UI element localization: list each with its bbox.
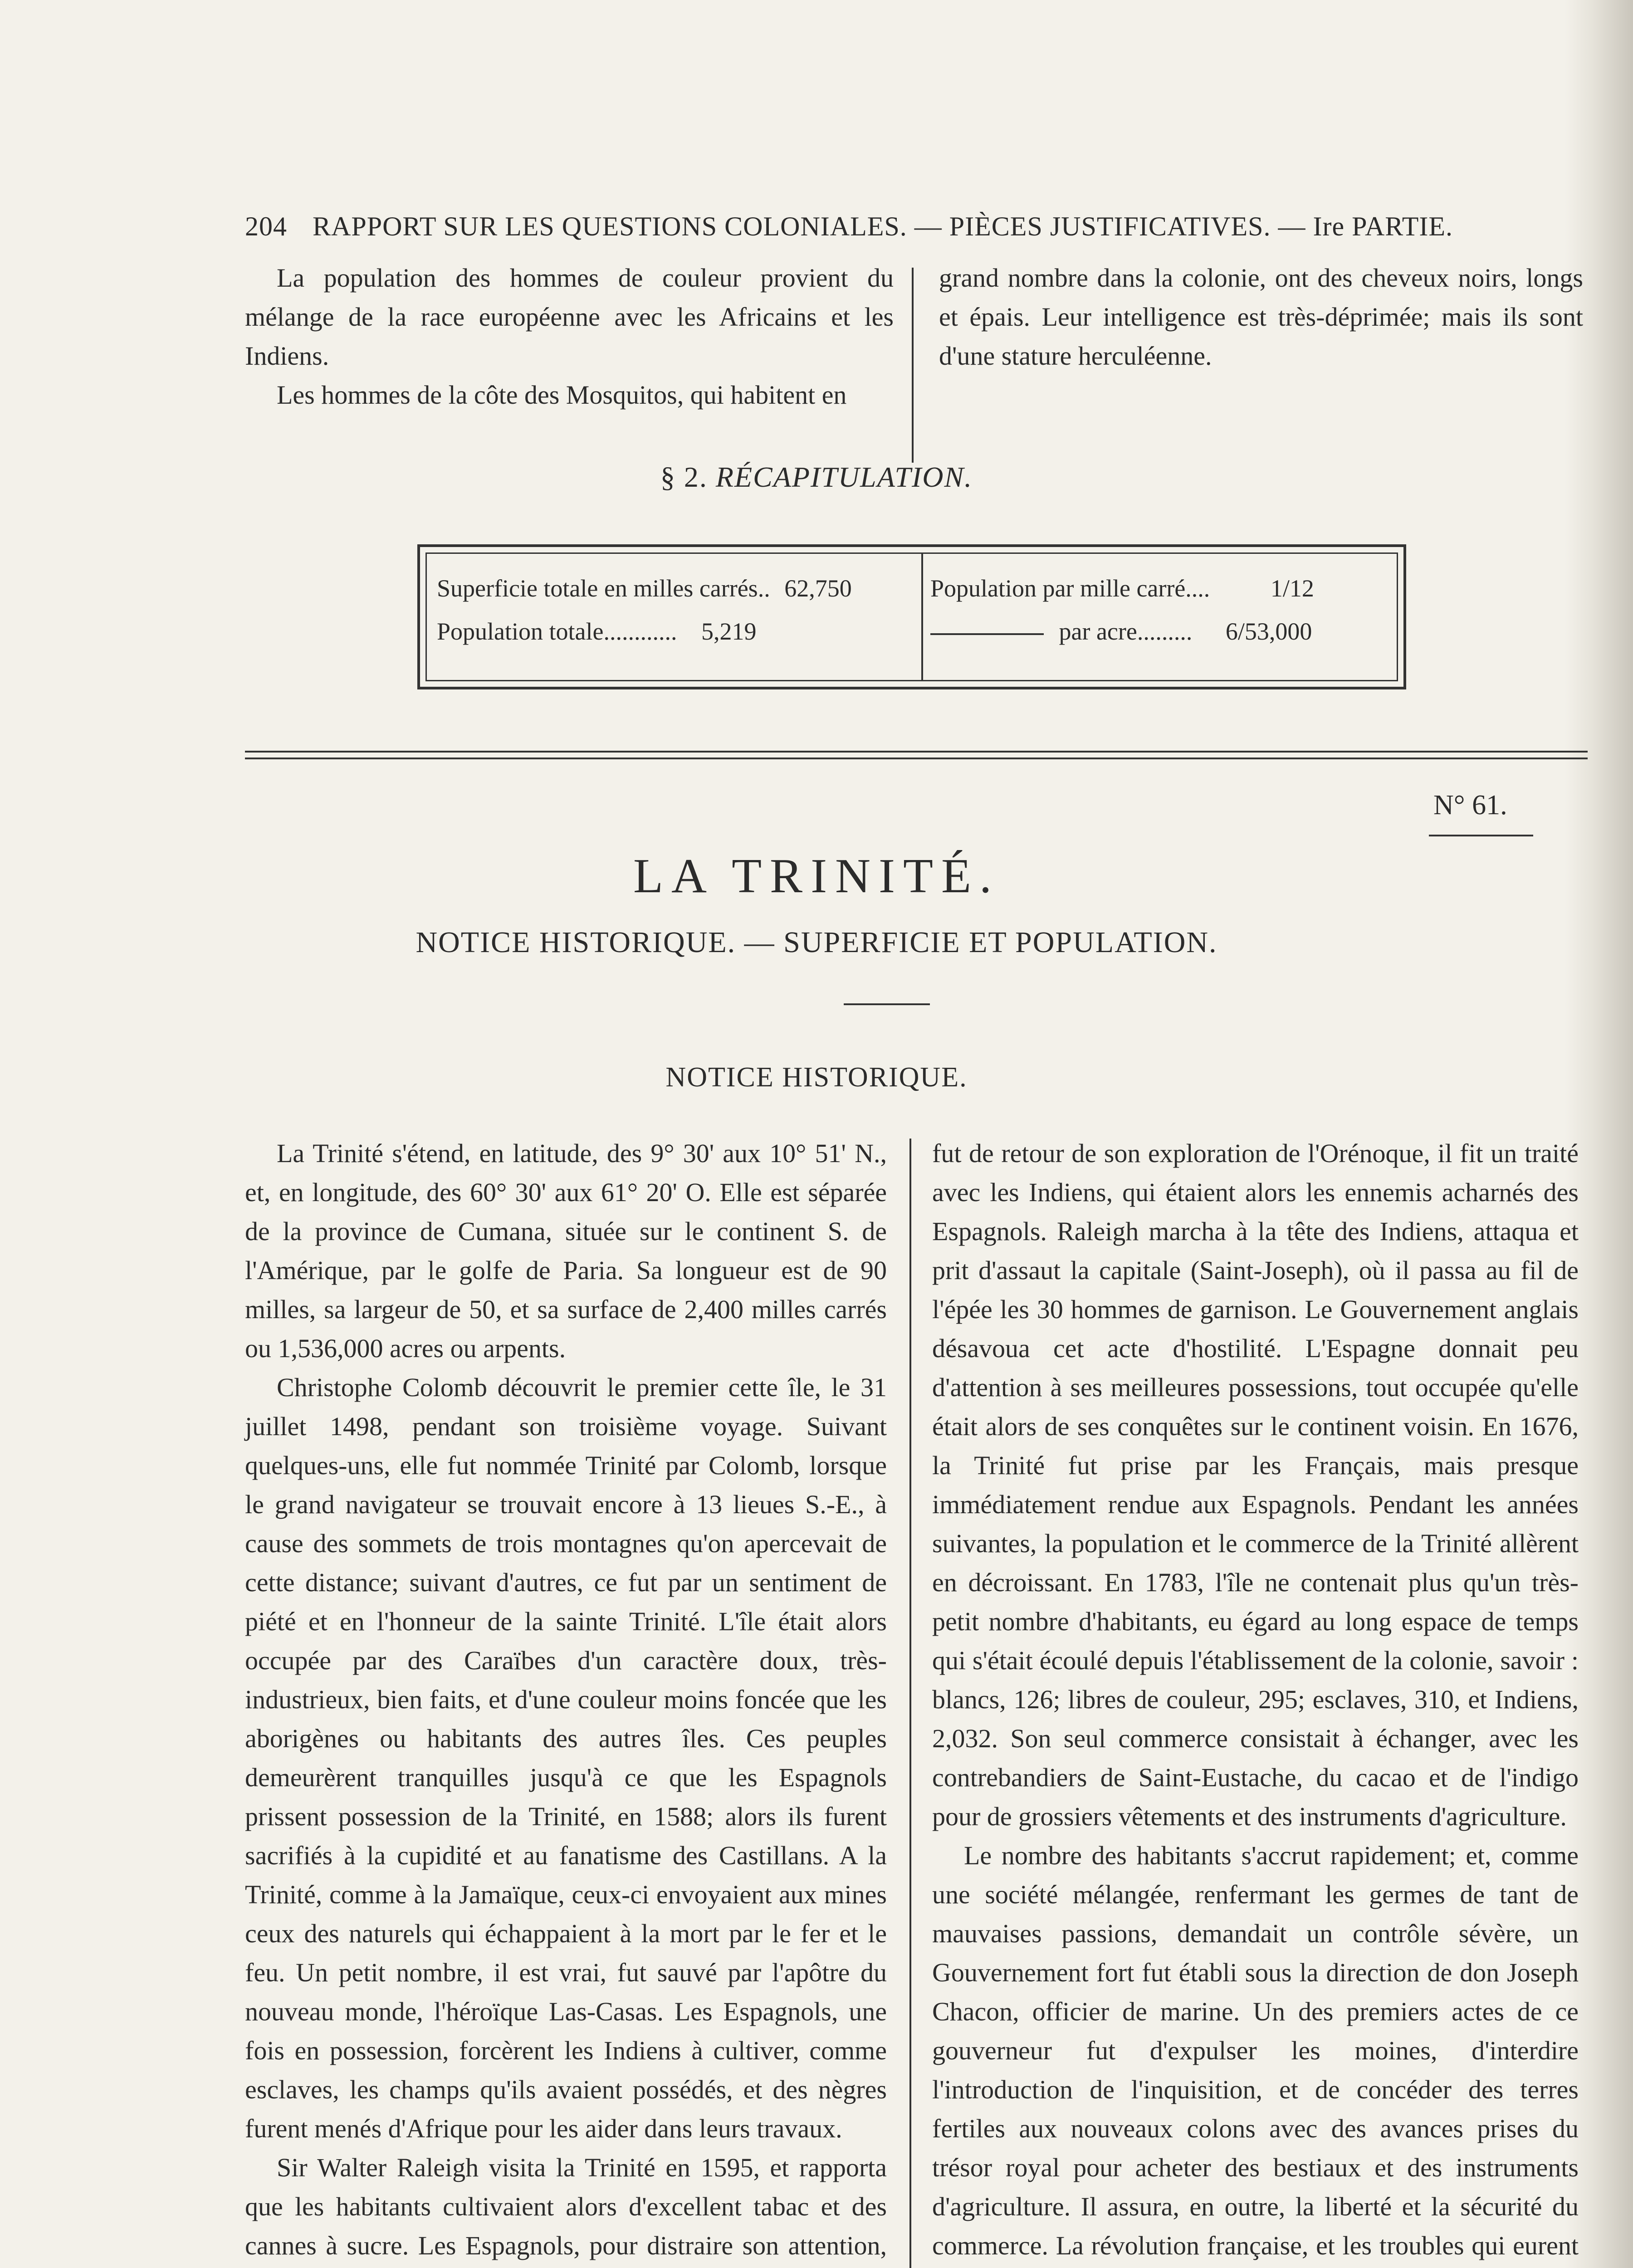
superficie-value: 62,750 <box>784 575 852 602</box>
pop-acre-row <box>930 617 1312 645</box>
page-number: 204 <box>245 211 287 241</box>
pop-acre-label: par acre......... <box>1059 618 1193 645</box>
section-heading: NOTICE HISTORIQUE. <box>665 1062 968 1093</box>
paragraph: La Trinité s'étend, en latitude, des 9° 30' aux 10° 51' N., et, en longitude, des 60° 30' aux 61° 20' O. Elle est séparée de la province de Cumana, située sur le continent S. de l'Amérique, par le golfe de Paria. Sa longueur est de 90 milles, sa largeur de 50, et sa surface de 2,400 milles carrés ou 1,536,000 acres ou arpents. <box>245 1139 887 1363</box>
recap-table-divider <box>921 554 923 680</box>
paragraph: Les hommes de la côte des Mosquitos, qui habitent en <box>277 380 847 410</box>
recap-heading-title: RÉCAPITULATION. <box>715 461 973 493</box>
separator-rule-top <box>245 751 1588 753</box>
column-divider <box>909 1139 911 2268</box>
pop-mille-value: 1/12 <box>1270 575 1314 602</box>
superficie-row <box>437 574 852 602</box>
paragraph: grand nombre dans la colonie, ont des cheveux noirs, longs et épais. Leur intelligence est très-déprimée; mais ils sont d'une stature herculéenne. <box>939 263 1583 371</box>
running-title: RAPPORT SUR LES QUESTIONS COLONIALES. — PIÈCES JUSTIFICATIVES. — Ire PARTIE. <box>313 211 1453 241</box>
pop-mille-label: Population par mille carré.... <box>930 575 1210 602</box>
top-left-column <box>245 259 894 415</box>
recap-table-inner <box>425 552 1398 681</box>
paragraph: La population des hommes de couleur provient du mélange de la race européenne avec les Africains et les Indiens. <box>245 263 894 371</box>
recap-heading-prefix: § 2. <box>660 461 708 493</box>
population-value: 5,219 <box>701 618 757 645</box>
notice-number: N° 61. <box>1433 790 1507 821</box>
pop-acre-value: 6/53,000 <box>1225 618 1312 645</box>
paragraph: Sir Walter Raleigh visita la Trinité en 1595, et rapporta que les habitants cultivaient alors d'excellent tabac et des cannes à sucre. Les Espagnols, pour distraire son attention, <box>245 2153 887 2260</box>
short-rule <box>844 1003 930 1005</box>
population-label: Population totale............ <box>437 618 677 645</box>
main-title: LA TRINITÉ. <box>633 849 1000 903</box>
superficie-label: Superficie totale en milles carrés.. <box>437 575 770 602</box>
running-header <box>245 211 1588 242</box>
separator-rule-bottom <box>245 758 1588 759</box>
column-divider <box>912 268 914 463</box>
notice-number-underline <box>1429 835 1533 836</box>
paragraph: fut de retour de son exploration de l'Orénoque, il fit un traité avec les Indiens, qui étaient alors les ennemis acharnés des Espagnols. Raleigh marcha à la tête des Indiens, attaqua et prit d'assaut la capitale (Saint-Joseph), où il passa au fil de l'épée les 30 hommes de garnison. Le Gouvernement anglais désavoua cet acte d'hostilité. L'Espagne donnait peu d'attention à ses meilleures possessions, tout occupée qu'elle était alors de ses conquêtes sur le continent voisin. En 1676, la Trinité fut prise par les Français, mais presque immédiatement rendue aux Espagnols. Pendant les années suivantes, la population et le commerce de la Trinité allèrent en décroissant. En 1783, l'île ne contenait plus qu'un très-petit nombre d'habitants, eu égard au long espace de temps qui s'était écoulé depuis l'établissement de la colonie, savoir : blancs, 126; libres de couleur, 295; esclaves, 310, et Indiens, 2,032. Son seul commerce consistait à échanger, avec les contrebandiers de Saint-Eustache, du cacao et de l'indigo pour de grossiers vêtements et des instruments d'agriculture. <box>932 1139 1579 1831</box>
body-left-column <box>245 1134 887 2268</box>
recap-table <box>417 544 1406 689</box>
top-right-column <box>939 259 1583 376</box>
paragraph: Christophe Colomb découvrit le premier cette île, le 31 juillet 1498, pendant son troisième voyage. Suivant quelques-uns, elle fut nommée Trinité par Colomb, lorsque le grand navigateur se trouvait encore à 13 lieues S.-E., à cause des sommets de trois montagnes qu'on apercevait de cette distance; suivant d'autres, ce fut par un sentiment de piété et en l'honneur de la sainte Trinité. L'île était alors occupée par des Caraïbes d'un caractère doux, très-industrieux, bien faits, et d'une couleur moins foncée que les aborigènes ou habitants des autres îles. Ces peuples demeurèrent tranquilles jusqu'à ce que les Espagnols prissent possession de la Trinité, en 1588; alors ils furent sacrifiés à la cupidité et au fanatisme des Castillans. A la Trinité, comme à la Jamaïque, ceux-ci envoyaient aux mines ceux des naturels qui échappaient à la mort par le fer et le feu. Un petit nombre, il est vrai, fut sauvé par l'apôtre du nouveau monde, l'héroïque Las-Casas. Les Espagnols, une fois en possession, forcèrent les Indiens à cultiver, comme esclaves, les champs qu'ils avaient possédés, et des nègres furent menés d'Afrique pour les aider dans leurs travaux. <box>245 1373 887 2143</box>
pop-mille-row <box>930 574 1314 602</box>
population-row <box>437 617 756 645</box>
body-right-column <box>932 1134 1579 2268</box>
recap-heading <box>0 460 1633 494</box>
paragraph: Le nombre des habitants s'accrut rapidement; et, comme une société mélangée, renfermant les germes de tant de mauvaises passions, demandait un contrôle sévère, un Gouvernement fort fut établi sous la direction de don Joseph Chacon, officier de marine. Un des premiers actes de ce gouverneur fut d'expulser les moines, d'interdire l'introduction de l'inquisition, et de concéder des terres fertiles aux nouveaux colons avec des avances prises du trésor royal pour acheter des bestiaux et des instruments d'agriculture. Il assura, en outre, la liberté et la sécurité du commerce. La révolution française, et les troubles qui eurent <box>932 1841 1579 2260</box>
subtitle: NOTICE HISTORIQUE. — SUPERFICIE ET POPULATION. <box>416 926 1217 959</box>
ditto-dash <box>930 633 1044 635</box>
